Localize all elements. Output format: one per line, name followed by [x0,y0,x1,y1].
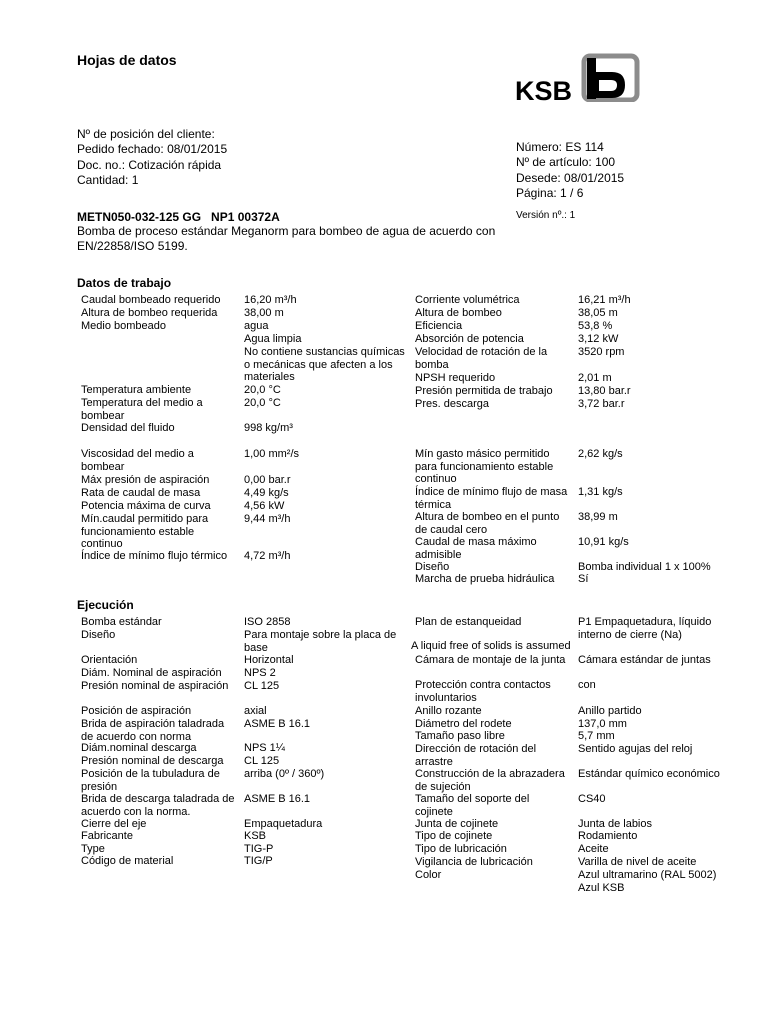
ejecucion-left-value: ASME B 16.1 [244,793,311,805]
ejecucion-left-label: Presión nominal de aspiración [81,680,229,692]
ejecucion-right-label: Vigilancia de lubricación [415,856,533,868]
datos-left-label: Temperatura ambiente [81,384,192,396]
product-description: Bomba de proceso estándar Meganorm para bombeo de agua de acuerdo con EN/22858/ISO 5199. [77,224,496,254]
section-title-ejecucion: Ejecución [77,598,134,612]
section-title-datos: Datos de trabajo [77,276,172,290]
datos-right-label: Altura de bombeo [415,307,502,319]
datos-left-label: Viscosidad del medio a bombear [81,448,194,473]
page-number: Página: 1 / 6 [516,185,584,200]
datos-right-value: 3,12 kW [578,333,619,345]
ejecucion-right-value: con [578,679,596,691]
datos-right-label: Marcha de prueba hidráulica [415,573,555,585]
datos-right-value: 3520 rpm [578,346,625,358]
datos-right-label: Diseño [415,561,450,573]
ejecucion-left-label: Diám.nominal descarga [81,742,197,754]
article-number: Nº de artículo: 100 [516,155,616,170]
datos-right-value: 2,01 m [578,372,612,384]
ejecucion-left-label: Diseño [81,629,116,641]
datos-right-value: 16,21 m³/h [578,294,631,306]
ejecucion-right-value: Aceite [578,843,609,855]
datos-left-label: Altura de bombeo requerida [81,307,218,319]
ejecucion-right-value: Junta de labios [578,818,652,830]
datos-right-value: 13,80 bar.r [578,385,631,397]
datos-right-label: NPSH requerido [415,372,496,384]
ejecucion-right-label: Color [415,869,442,881]
ejecucion-right-label: Tipo de lubricación [415,843,507,855]
date-from: Desede: 08/01/2015 [516,170,625,185]
ejecucion-right-label: Tamaño paso libre [415,730,505,742]
datos-right-value: 3,72 bar.r [578,398,625,410]
datos-right-value: 10,91 kg/s [578,536,629,548]
datos-left-label: Densidad del fluido [81,422,175,434]
ejecucion-right-value: 5,7 mm [578,730,615,742]
datos-left-label: Medio bombeado [81,320,167,332]
ejecucion-left-value: Para montaje sobre la placa de base [244,629,397,654]
ejecucion-left-value: axial [244,705,267,717]
header-right-info [516,140,624,201]
ejecucion-left-value: Empaquetadura [244,818,323,830]
datos-left-label: Índice de mínimo flujo térmico [81,550,228,562]
ejecucion-right-value: Estándar químico económico [578,768,720,780]
page-title: Hojas de datos [77,52,177,68]
product-code: METN050-032-125 GG NP1 00372A [77,210,280,224]
customer-position: Nº de posición del cliente: [77,127,215,141]
ejecucion-right-label: Tamaño del soporte del cojinete [415,793,530,818]
ejecucion-left-value: ASME B 16.1 [244,718,311,730]
ejecucion-right-value: Rodamiento [578,830,638,842]
ejecucion-right-label: Dirección de rotación del arrastre [415,743,537,768]
ejecucion-left-label: Brida de aspiración taladrada de acuerdo con norma [81,718,225,743]
datos-left-value: 16,20 m³/h [244,294,297,306]
ejecucion-right-value: Azul KSB [578,882,625,894]
ejecucion-left-value: NPS 2 [244,667,276,679]
ejecucion-left-value: ISO 2858 [244,616,291,628]
ejecucion-left-label: Brida de descarga taladrada de acuerdo con la norma. [81,793,235,818]
datos-right-value: 2,62 kg/s [578,448,623,460]
ejecucion-right-label: Construcción de la abrazadera de sujeción [415,768,565,793]
ejecucion-right-label: Anillo rozante [415,705,482,717]
datos-right-value: 38,05 m [578,307,618,319]
version: Versión nº.: 1 [516,210,576,221]
datos-left-value: 20,0 °C [244,397,281,409]
datos-left-value: No contiene sustancias químicas o mecánicas que afecten a los materiales [244,346,405,384]
solids-note: A liquid free of solids is assumed [411,640,571,652]
ejecucion-right-label: Tipo de cojinete [415,830,493,842]
datos-right-value: Bomba individual 1 x 100% [578,561,711,573]
datos-right-value: Sí [578,573,589,585]
ejecucion-right-value: Azul ultramarino (RAL 5002) [578,869,717,881]
ejecucion-left-value: NPS 1¼ [244,742,285,754]
ejecucion-right-label: Cámara de montaje de la junta [415,654,566,666]
ejecucion-left-value: KSB [244,830,267,842]
datos-right-value: 38,99 m [578,511,618,523]
ejecucion-right-value: Anillo partido [578,705,642,717]
datos-left-value: Agua limpia [244,333,302,345]
datos-left-value: agua [244,320,269,332]
ejecucion-left-value: CL 125 [244,680,280,692]
datos-right-label: Velocidad de rotación de la bomba [415,346,548,371]
ejecucion-right-label: Junta de cojinete [415,818,499,830]
datos-right-label: Pres. descarga [415,398,489,410]
header-left-info [77,127,227,188]
datos-right-label: Presión permitida de trabajo [415,385,553,397]
datos-left-label: Potencia máxima de curva [81,500,211,512]
datos-left-label: Caudal bombeado requerido [81,294,221,306]
ejecucion-left-label: Código de material [81,855,174,867]
datos-left-value: 38,00 m [244,307,284,319]
order-date: Pedido fechado: 08/01/2015 [77,142,228,157]
datos-left-label: Mín.caudal permitido para funcionamiento estable continuo [81,513,209,551]
datos-left-label: Temperatura del medio a bombear [81,397,203,422]
ejecucion-left-value: TIG/P [244,855,273,867]
ksb-logo [515,50,640,102]
datos-left-value: 998 kg/m³ [244,422,293,434]
quantity: Cantidad: 1 [77,172,139,187]
ejecucion-right-label: Protección contra contactos involuntarios [415,679,551,704]
datos-right-value: 53,8 % [578,320,613,332]
ejecucion-right-value: CS40 [578,793,606,805]
ejecucion-left-label: Orientación [81,654,138,666]
datos-right-value: 1,31 kg/s [578,486,623,498]
ejecucion-left-value: TIG-P [244,843,274,855]
ejecucion-left-label: Presión nominal de descarga [81,755,224,767]
svg-text:KSB: KSB [515,76,573,102]
ejecucion-right-value: Cámara estándar de juntas [578,654,711,666]
datos-left-value: 20,0 °C [244,384,281,396]
ejecucion-left-value: CL 125 [244,755,280,767]
ejecucion-left-value: Horizontal [244,654,294,666]
datos-right-label: Eficiencia [415,320,463,332]
datos-right-label: Caudal de masa máximo admisible [415,536,537,561]
ejecucion-left-label: Diám. Nominal de aspiración [81,667,222,679]
ejecucion-left-label: Fabricante [81,830,133,842]
datos-right-label: Altura de bombeo en el punto de caudal cero [415,511,560,536]
datos-left-label: Rata de caudal de masa [81,487,201,499]
ejecucion-left-label: Bomba estándar [81,616,162,628]
ejecucion-right-value: Sentido agujas del reloj [578,743,693,755]
datos-left-value: 4,49 kg/s [244,487,289,499]
ejecucion-right-value: Varilla de nivel de aceite [578,856,697,868]
number: Número: ES 114 [516,140,604,154]
ejecucion-left-label: Posición de aspiración [81,705,192,717]
ejecucion-right-label: Diámetro del rodete [415,718,512,730]
ejecucion-right-label: Plan de estanqueidad [415,616,522,628]
doc-number: Doc. no.: Cotización rápida [77,157,222,172]
ejecucion-left-label: Posición de la tubuladura de presión [81,768,220,793]
ejecucion-right-value: 137,0 mm [578,718,627,730]
datos-right-label: Absorción de potencia [415,333,524,345]
ejecucion-left-label: Type [81,843,105,855]
datos-left-value: 9,44 m³/h [244,513,291,525]
datos-right-label: Índice de mínimo flujo de masa térmica [415,486,568,511]
datos-left-value: 0,00 bar.r [244,474,291,486]
datos-right-label: Mín gasto másico permitido para funcionamiento estable continuo [415,448,554,486]
ejecucion-left-value: arriba (0º / 360º) [244,768,325,780]
ejecucion-right-value: P1 Empaquetadura, líquido interno de cierre (Na) [578,616,712,641]
datos-left-value: 4,56 kW [244,500,285,512]
datos-left-value: 1,00 mm²/s [244,448,300,460]
ejecucion-left-label: Cierre del eje [81,818,147,830]
datos-left-value: 4,72 m³/h [244,550,291,562]
datos-left-label: Máx presión de aspiración [81,474,210,486]
datos-right-label: Corriente volumétrica [415,294,520,306]
